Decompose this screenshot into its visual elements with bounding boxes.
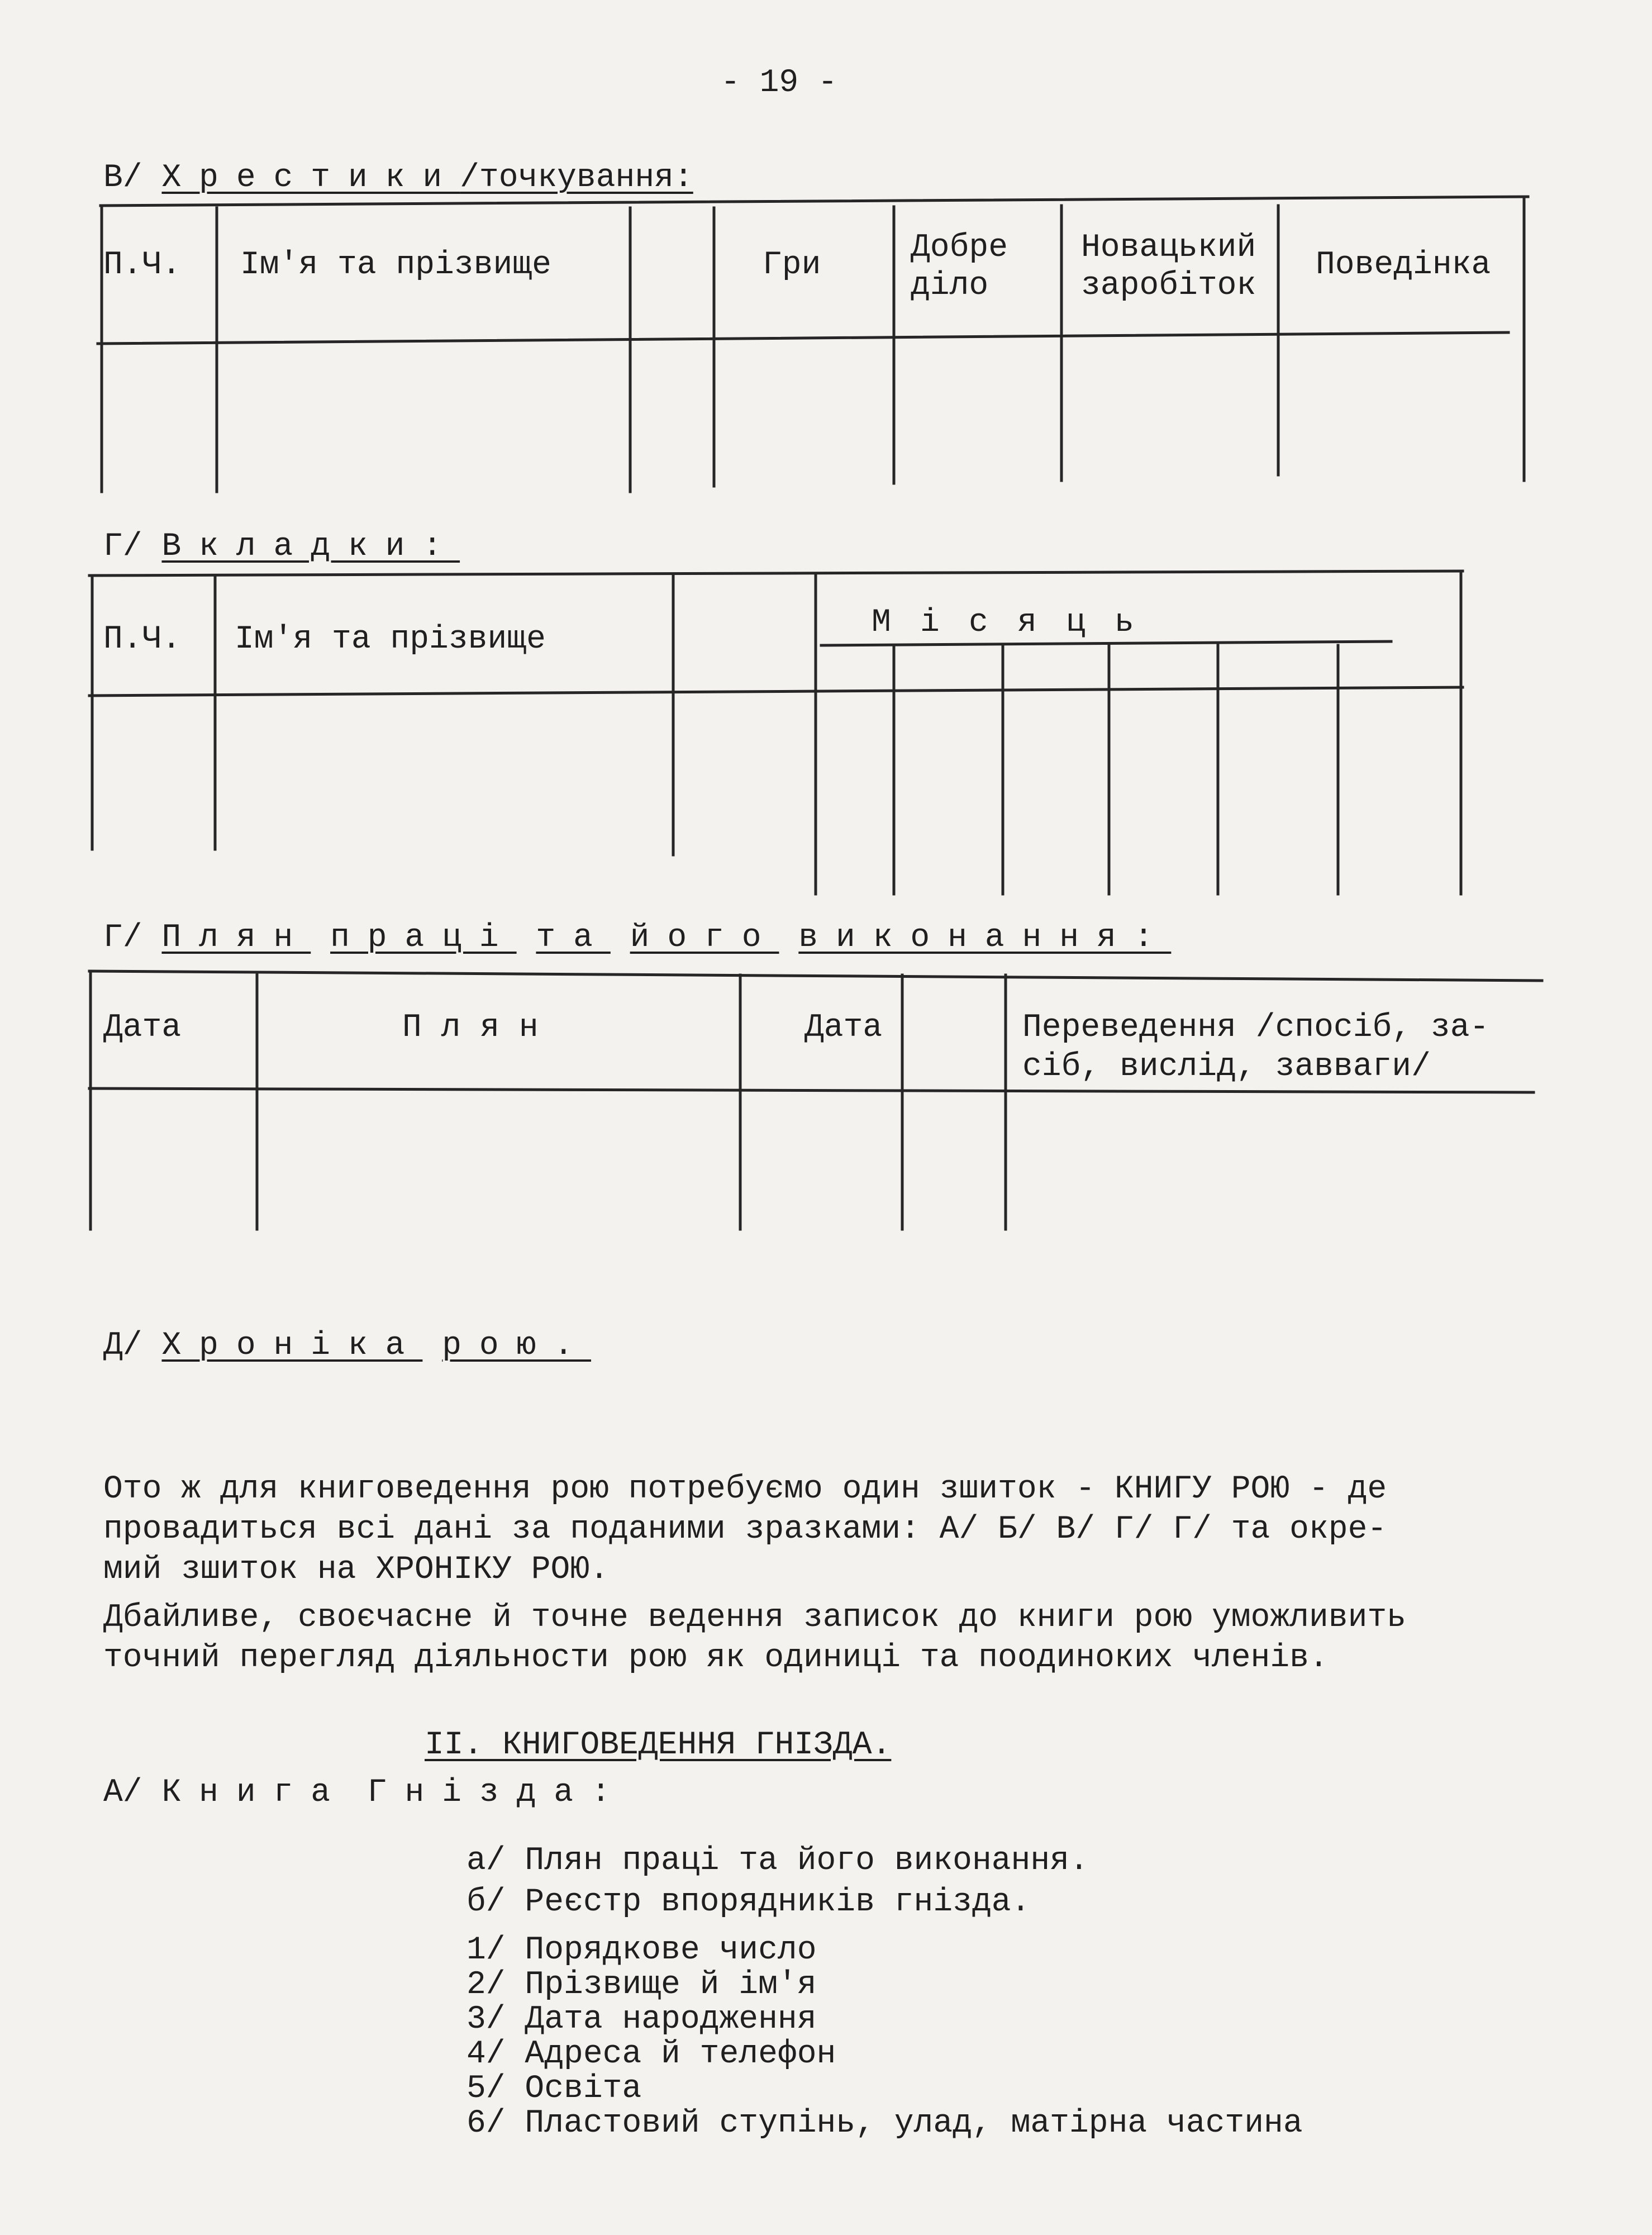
list-item: 6/ Пластовий ступінь, улад, матірна частина — [466, 2105, 1303, 2142]
section-g1-prefix: Г/ — [103, 529, 142, 565]
section-g2-prefix: Г/ — [103, 920, 142, 956]
paragraph-2 — [103, 1598, 1406, 1678]
section-a-heading — [103, 1777, 629, 1809]
paragraph-2-line: Дбайливе, своєчасне й точне ведення записок до книги рою уможливить — [103, 1600, 1406, 1636]
table-v-col-games: Гри — [763, 247, 821, 283]
list-item: 3/ Дата народження — [466, 2001, 817, 2038]
section-g2-heading — [103, 922, 1171, 954]
section-v-prefix: В/ — [103, 160, 142, 196]
table-g2-top-rule — [89, 971, 1542, 981]
list-item: 1/ Порядкове число — [466, 1932, 817, 1968]
section-g2-title-5: виконання: — [798, 920, 1172, 956]
list-item: 5/ Освіта — [466, 2071, 642, 2107]
paragraph-1 — [103, 1470, 1387, 1590]
table-g1-header-rule — [89, 687, 1463, 696]
table-g1-lines — [89, 571, 1463, 894]
section-g2-title-4: його — [630, 920, 779, 956]
table-g2-col-plan: Плян — [402, 1010, 558, 1046]
sub-items-list — [466, 1844, 1089, 1920]
table-g2-col-date-1: Дата — [103, 1010, 182, 1046]
section-v-rest: /точкування: — [460, 160, 693, 196]
paragraph-1-line: мий зшиток на ХРОНІКУ РОЮ. — [103, 1552, 609, 1588]
list-item: а/ Плян праці та його виконання. — [466, 1843, 1089, 1879]
table-g2-col-execution-line-2: сіб, вислід, завваги/ — [1022, 1049, 1431, 1085]
heading-2: II. КНИГОВЕДЕННЯ ГНІЗДА. — [425, 1727, 892, 1763]
table-v-col-good-deed: Добре діло — [911, 230, 1008, 304]
table-g2-col-execution-line-1: Переведення /спосіб, за- — [1022, 1010, 1489, 1046]
paragraph-2-line: точний перегляд діяльности рою як одиниці та поодиноких членів. — [103, 1640, 1329, 1676]
table-v-col-behaviour: Поведінка — [1316, 247, 1491, 283]
table-g2-header-rule — [89, 1088, 1534, 1092]
section-d-title-2: рою. — [442, 1328, 592, 1364]
section-a-word-2: Гнізда: — [367, 1775, 629, 1811]
section-g1-spaced-word: Вкладки: — [161, 529, 460, 565]
list-item: 2/ Прізвище й ім'я — [466, 1967, 817, 2003]
page-number: - 19 - — [721, 65, 837, 101]
section-d-title-1: Хроніка — [161, 1328, 423, 1364]
section-a-word-1: Книга — [161, 1775, 348, 1811]
list-item: б/ Реєстр впорядників гнізда. — [466, 1884, 1031, 1920]
section-g2-title-2: праці — [330, 920, 517, 956]
section-v-spaced-word: Хрестики — [161, 160, 460, 196]
section-d-heading — [103, 1330, 591, 1362]
paragraph-1-line: Ото ж для книговедення рою потребуємо один зшиток - КНИГУ РОЮ - де — [103, 1471, 1387, 1508]
table-g1-col-month: Місяць — [872, 605, 1164, 641]
numbered-items-list — [466, 1933, 1303, 2141]
table-v-lines — [98, 197, 1528, 492]
table-g1-top-rule — [89, 571, 1463, 576]
table-g1-col-name: Ім'я та прізвище — [235, 621, 546, 658]
section-g2-title-1: Плян — [161, 920, 311, 956]
table-v-col-number: П.Ч. — [103, 247, 182, 283]
table-v-col-earnings: Новацький заробіток — [1081, 230, 1256, 304]
paragraph-1-line: провадиться всі дані за поданими зразками: А/ Б/ В/ Г/ Г/ та окре- — [103, 1511, 1387, 1548]
section-v-heading — [103, 162, 693, 194]
table-v-header-rule — [98, 332, 1508, 344]
section-d-prefix: Д/ — [103, 1328, 142, 1364]
list-item: 4/ Адреса й телефон — [466, 2036, 836, 2072]
table-g2-col-date-2: Дата — [804, 1010, 883, 1046]
section-g2-title-3: та — [536, 920, 611, 956]
table-v-col-name: Ім'я та прізвище — [240, 247, 551, 283]
table-v-top-rule — [101, 197, 1528, 206]
section-g1-heading — [103, 531, 460, 563]
table-g1-col-number: П.Ч. — [103, 621, 182, 658]
section-a-prefix: А/ — [103, 1775, 142, 1811]
